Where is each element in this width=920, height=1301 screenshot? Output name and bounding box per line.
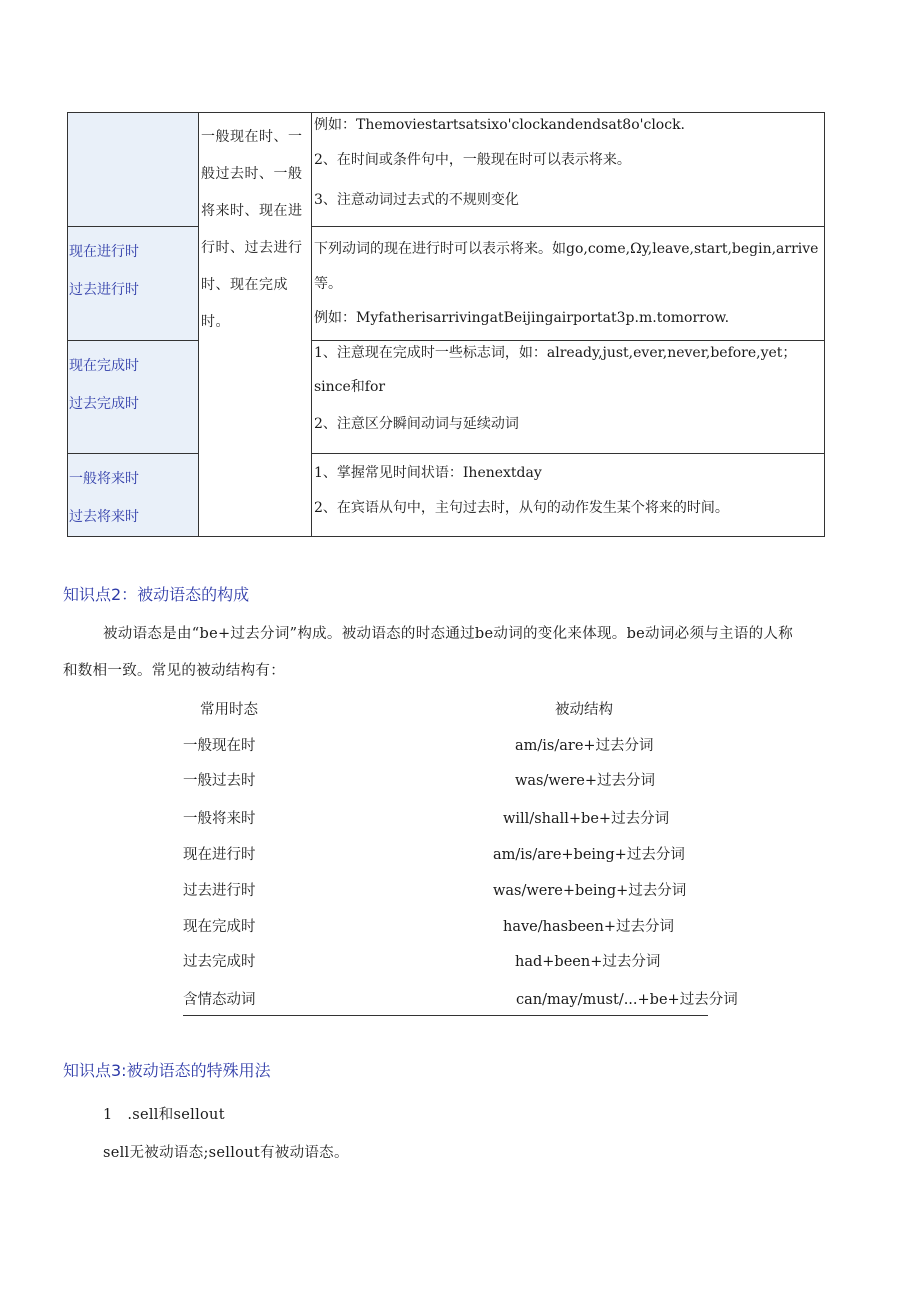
- note-line: 2、在宾语从句中，主句过去时，从句的动作发生某个将来的时间。: [314, 500, 729, 516]
- section3-heading: 知识点3:被动语态的特殊用法: [63, 1061, 271, 1080]
- tense-line: [69, 157, 198, 195]
- passive-structure: can/may/must/...+be+过去分词: [516, 992, 738, 1008]
- note-line: 2、注意区分瞬间动词与延续动词: [314, 416, 519, 432]
- tense-list-text: 一般现在时、一般过去时、一般将来时、现在进行时、过去进行时、现在完成时。: [201, 129, 303, 330]
- passive-structure: am/is/are+过去分词: [515, 738, 654, 754]
- passive-tense: 现在进行时: [183, 847, 256, 863]
- table-row: [68, 454, 825, 537]
- tense-line: 过去将来时: [69, 509, 139, 525]
- note-line: 例如：MyfatherisarrivingatBeijingairportat3p.m.tomorrow.: [314, 310, 730, 326]
- passive-row: [183, 807, 708, 843]
- note-line: 3、注意动词过去式的不规则变化: [314, 192, 519, 208]
- passive-row: [183, 769, 708, 805]
- note-line: 1、注意现在完成时一些标志词，如：already,just,ever,never,before,yet；: [314, 345, 797, 361]
- passive-tense: 现在完成时: [183, 919, 256, 935]
- note-line: 下列动词的现在进行时可以表示将来。如go,come,Ωy,leave,start,begin,arrive等。: [314, 241, 819, 292]
- passive-tense: 一般过去时: [183, 773, 256, 789]
- table-row: [68, 227, 825, 341]
- section2-heading: 知识点2：被动语态的构成: [63, 585, 250, 604]
- passive-structure: have/hasbeen+过去分词: [503, 919, 674, 935]
- table-bottom-rule: [183, 1015, 708, 1016]
- passive-structure: was/were+being+过去分词: [493, 883, 687, 899]
- passive-structure: am/is/are+being+过去分词: [493, 847, 685, 863]
- passive-structure: will/shall+be+过去分词: [503, 811, 670, 827]
- section2-paragraph-line1: 被动语态是由“be+过去分词”构成。被动语态的时态通过be动词的变化来体现。be动词必须与主语的人称: [103, 626, 794, 642]
- passive-row: [183, 950, 708, 986]
- note-cell: [312, 113, 825, 227]
- tense-cell: [68, 227, 199, 341]
- note-line: 2、在时间或条件句中，一般现在时可以表示将来。: [314, 152, 631, 168]
- note-cell: [312, 454, 825, 537]
- tense-cell: [68, 113, 199, 227]
- passive-tense: 一般将来时: [183, 811, 256, 827]
- section2-paragraph-line2: 和数相一致。常见的被动结构有：: [63, 663, 285, 679]
- tense-line: [69, 119, 198, 157]
- col-header-structure: 被动结构: [555, 702, 613, 718]
- passive-tense: 过去进行时: [183, 883, 256, 899]
- passive-row: [183, 843, 708, 879]
- note-line: since和for: [314, 379, 386, 395]
- col-header-tense: 常用时态: [200, 702, 258, 718]
- section3-item1-desc: sell无被动语态;sellout有被动语态。: [103, 1145, 349, 1161]
- passive-tense: 含情态动词: [183, 992, 256, 1008]
- passive-structure: had+been+过去分词: [515, 954, 661, 970]
- passive-row: [183, 988, 738, 1024]
- passive-tense: 一般现在时: [183, 738, 256, 754]
- tense-line: 一般将来时: [69, 471, 139, 487]
- tense-cell: [68, 341, 199, 454]
- passive-row: [183, 879, 708, 915]
- note-line: 例如：Themoviestartsatsixo'clockandendsat8o'clock.: [314, 117, 686, 133]
- passive-row: [183, 915, 708, 951]
- table-row: [68, 113, 825, 227]
- tense-line: 现在完成时: [69, 358, 139, 374]
- note-cell: [312, 227, 825, 341]
- section3-item1: 1 .sell和sellout: [103, 1107, 225, 1123]
- tense-notes-table: [67, 112, 825, 537]
- passive-row: [183, 734, 708, 770]
- passive-structure: was/were+过去分词: [515, 773, 656, 789]
- tense-line: 现在进行时: [69, 244, 139, 260]
- note-cell: [312, 341, 825, 454]
- passive-tense: 过去完成时: [183, 954, 256, 970]
- note-line: 1、掌握常见时间状语：Ihenextday: [314, 465, 542, 481]
- tense-line: 过去完成时: [69, 396, 139, 412]
- tense-cell: [68, 454, 199, 537]
- tense-line: 过去进行时: [69, 282, 139, 298]
- tense-list-cell: [199, 113, 312, 537]
- table-row: [68, 341, 825, 454]
